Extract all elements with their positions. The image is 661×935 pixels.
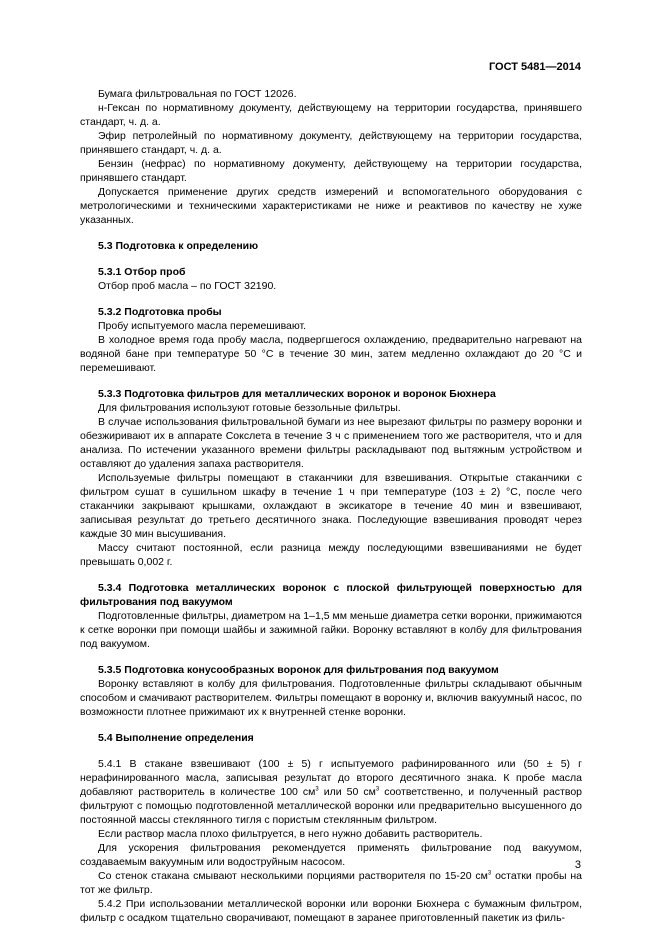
text-run: Со стенок стакана смывают несколькими порциями растворителя по 15-20 см (98, 870, 488, 882)
superscript: 3 (487, 870, 492, 877)
paragraph: Если раствор масла плохо фильтруется, в него нужно добавить растворитель. (98, 828, 483, 840)
text-run: или 50 см (318, 786, 376, 798)
paragraph: Допускается применение других средств измерений и вспомогательного оборудования с метрологическими и техническими характеристиками не ниже и реактивов по качеству не хуже указанных. (80, 186, 582, 226)
page-body (80, 87, 582, 925)
superscript: 3 (375, 786, 380, 793)
section-heading: 5.3.1 Отбор проб (98, 266, 186, 278)
section-heading: 5.3.5 Подготовка конусообразных воронок для фильтрования под вакуумом (98, 664, 499, 676)
section-heading: 5.3 Подготовка к определению (98, 240, 259, 252)
paragraph: Для ускорения фильтрования рекомендуется применять фильтрование под вакуумом, создаваемым вакуумным или водоструйным насосом. (80, 842, 582, 868)
paragraph: Пробу испытуемого масла перемешивают. (98, 320, 307, 332)
paragraph (80, 869, 582, 897)
paragraph: Отбор проб масла – по ГОСТ 32190. (98, 280, 277, 292)
section-heading: 5.4 Выполнение определения (98, 732, 254, 744)
paragraph: Бензин (нефрас) по нормативному документу, действующему на территории государства, принявшего стандарт. (80, 158, 582, 184)
paragraph: н-Гексан по нормативному документу, действующему на территории государства, принявшего стандарт, ч. д. а. (80, 102, 582, 128)
text-run: 5.4.1 В стакане взвешивают (100 ± 5) г испытуемого рафинированного или (50 ± 5) г нерафинированного масла, записывая результат до второго десятичного знака. К пробе масла добавляют растворитель в количестве 100 см (80, 758, 582, 798)
paragraph: Подготовленные фильтры, диаметром на 1–1,5 мм меньше диаметра сетки воронки, прижимаются к сетке воронки при помощи шайбы и зажимной гайки. Воронку вставляют в колбу для фильтрования под вакуумом. (80, 610, 582, 650)
paragraph: Для фильтрования используют готовые беззольные фильтры. (98, 402, 401, 414)
paragraph: В случае использования фильтровальной бумаги из нее вырезают фильтры по размеру воронки и обезжиривают их в аппарате Сокслета в течение 3 ч с применением того же растворителя, что и для анализа. По истечении указанного времени фильтры раскладывают под вытяжным устройством и оставляют до удаления запаха растворителя. (80, 416, 582, 470)
text-run: соответственно, и полученный раствор фильтруют с помощью подготовленной металлической воронки или предварительно высушенного до постоянной массы стеклянного тигля с пористым стеклянным фильтром. (80, 786, 582, 826)
superscript: 3 (315, 786, 319, 793)
paragraph: Воронку вставляют в колбу для фильтрования. Подготовленные фильтры складывают обычным способом и смачивают растворителем. Фильтры помещают в воронку и, включив вакуумный насос, по возможности плотнее прижимают их к внутренней стенке воронки. (80, 678, 582, 718)
standard-header: ГОСТ 5481—2014 (488, 61, 581, 73)
paragraph: Массу считают постоянной, если разница между последующими взвешиваниями не будет превышать 0,002 г. (80, 542, 582, 568)
section-heading: 5.3.3 Подготовка фильтров для металлических воронок и воронок Бюхнера (98, 388, 496, 400)
paragraph: Бумага фильтровальная по ГОСТ 12026. (98, 88, 297, 100)
paragraph: Используемые фильтры помещают в стаканчики для взвешивания. Открытые стаканчики с фильтром сушат в сушильном шкафу в течение 1 ч при температуре (103 ± 2) °С, после чего стаканчики закрывают крышками, охлаждают в эксикаторе в течение 40 мин и взвешивают, записывая результат до третьего десятичного знака. Последующие взвешивания проводят через каждые 30 мин высушивания. (80, 472, 582, 540)
paragraph (80, 757, 582, 827)
paragraph: В холодное время года пробу масла, подвергшегося охлаждению, предварительно нагревают на водяной бане при температуре 50 °С в течение 30 мин, затем медленно охлаждают до 20 °С и перемешивают. (80, 334, 582, 374)
section-heading: 5.3.4 Подготовка металлических воронок с плоской фильтрующей поверхностью для фильтрования под вакуумом (80, 582, 582, 608)
page-number: 3 (574, 859, 581, 871)
section-heading: 5.3.2 Подготовка пробы (98, 306, 222, 318)
paragraph: 5.4.2 При использовании металлической воронки или воронки Бюхнера с бумажным фильтром, фильтр с осадком тщательно сворачивают, помещают в заранее приготовленный пакетик из филь- (80, 898, 582, 924)
paragraph: Эфир петролейный по нормативному документу, действующему на территории государства, принявшего стандарт, ч. д. а. (80, 130, 582, 156)
text-run: остатки пробы на тот же фильтр. (80, 870, 582, 896)
